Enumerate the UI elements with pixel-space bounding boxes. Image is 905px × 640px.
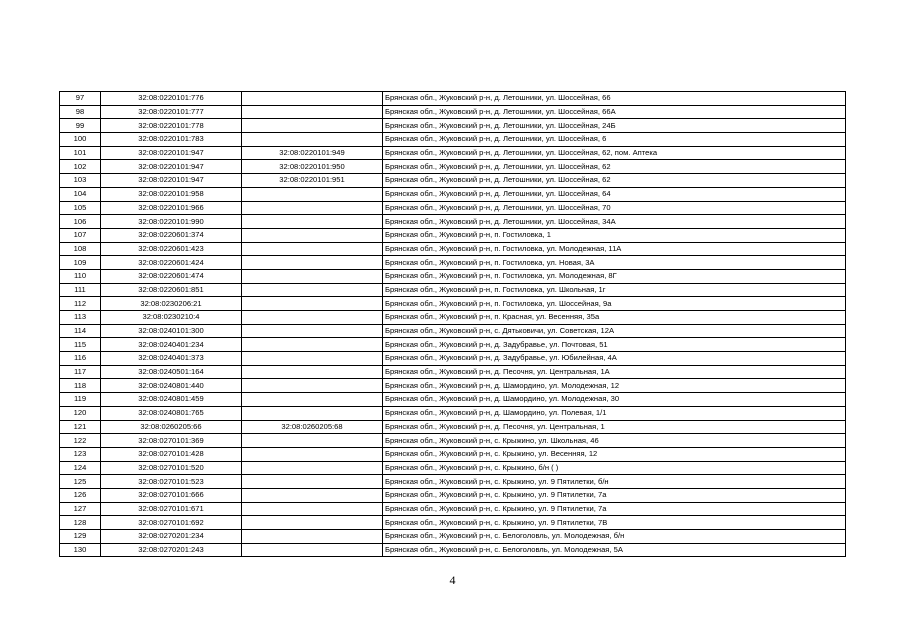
row-number-cell: 119 bbox=[60, 393, 101, 407]
row-number-cell: 115 bbox=[60, 338, 101, 352]
table-row bbox=[60, 475, 846, 489]
related-cadastral-number-cell bbox=[242, 338, 383, 352]
row-number-cell: 129 bbox=[60, 530, 101, 544]
cadastral-number-cell: 32:08:0220101:776 bbox=[101, 92, 242, 106]
row-number-cell: 117 bbox=[60, 365, 101, 379]
row-number-cell: 110 bbox=[60, 269, 101, 283]
row-number-cell: 99 bbox=[60, 119, 101, 133]
address-cell: Брянская обл., Жуковский р-н, д. Шамордино, ул. Молодежная, 30 bbox=[383, 393, 846, 407]
cadastral-number-cell: 32:08:0240801:459 bbox=[101, 393, 242, 407]
table-row bbox=[60, 146, 846, 160]
table-row bbox=[60, 352, 846, 366]
address-cell: Брянская обл., Жуковский р-н, п. Гостиловка, ул. Новая, 3А bbox=[383, 256, 846, 270]
address-cell: Брянская обл., Жуковский р-н, с. Крыжино, ул. 9 Пятилетки, б/н bbox=[383, 475, 846, 489]
related-cadastral-number-cell bbox=[242, 447, 383, 461]
table-row bbox=[60, 297, 846, 311]
related-cadastral-number-cell bbox=[242, 461, 383, 475]
table-row bbox=[60, 324, 846, 338]
address-cell: Брянская обл., Жуковский р-н, д. Задубравье, ул. Юбилейная, 4А bbox=[383, 352, 846, 366]
row-number-cell: 123 bbox=[60, 447, 101, 461]
related-cadastral-number-cell bbox=[242, 201, 383, 215]
row-number-cell: 126 bbox=[60, 488, 101, 502]
row-number-cell: 112 bbox=[60, 297, 101, 311]
cadastral-number-cell: 32:08:0240401:234 bbox=[101, 338, 242, 352]
cadastral-number-cell: 32:08:0270101:523 bbox=[101, 475, 242, 489]
address-cell: Брянская обл., Жуковский р-н, д. Летошники, ул. Шоссейная, 70 bbox=[383, 201, 846, 215]
row-number-cell: 116 bbox=[60, 352, 101, 366]
related-cadastral-number-cell bbox=[242, 502, 383, 516]
cadastral-number-cell: 32:08:0240801:765 bbox=[101, 406, 242, 420]
row-number-cell: 108 bbox=[60, 242, 101, 256]
address-cell: Брянская обл., Жуковский р-н, д. Песочня, ул. Центральная, 1А bbox=[383, 365, 846, 379]
cadastral-number-cell: 32:08:0240101:300 bbox=[101, 324, 242, 338]
address-cell: Брянская обл., Жуковский р-н, с. Крыжино, ул. 9 Пятилетки, 7а bbox=[383, 502, 846, 516]
address-cell: Брянская обл., Жуковский р-н, д. Летошники, ул. Шоссейная, 62 bbox=[383, 160, 846, 174]
address-cell: Брянская обл., Жуковский р-н, д. Шамордино, ул. Молодежная, 12 bbox=[383, 379, 846, 393]
row-number-cell: 127 bbox=[60, 502, 101, 516]
table-row bbox=[60, 379, 846, 393]
cadastral-number-cell: 32:08:0220101:777 bbox=[101, 105, 242, 119]
related-cadastral-number-cell bbox=[242, 516, 383, 530]
row-number-cell: 120 bbox=[60, 406, 101, 420]
address-cell: Брянская обл., Жуковский р-н, с. Дятьковичи, ул. Советская, 12А bbox=[383, 324, 846, 338]
row-number-cell: 109 bbox=[60, 256, 101, 270]
related-cadastral-number-cell bbox=[242, 133, 383, 147]
row-number-cell: 121 bbox=[60, 420, 101, 434]
cadastral-number-cell: 32:08:0220101:966 bbox=[101, 201, 242, 215]
cadastral-number-cell: 32:08:0240401:373 bbox=[101, 352, 242, 366]
cadastral-number-cell: 32:08:0220101:947 bbox=[101, 160, 242, 174]
address-cell: Брянская обл., Жуковский р-н, с. Крыжино, ул. 9 Пятилетки, 7а bbox=[383, 488, 846, 502]
table-row bbox=[60, 502, 846, 516]
address-cell: Брянская обл., Жуковский р-н, с. Крыжино, б/н ( ) bbox=[383, 461, 846, 475]
table-row bbox=[60, 215, 846, 229]
related-cadastral-number-cell: 32:08:0220101:949 bbox=[242, 146, 383, 160]
row-number-cell: 107 bbox=[60, 228, 101, 242]
row-number-cell: 122 bbox=[60, 434, 101, 448]
related-cadastral-number-cell bbox=[242, 283, 383, 297]
table-row bbox=[60, 174, 846, 188]
address-cell: Брянская обл., Жуковский р-н, п. Гостиловка, ул. Молодежная, 8Г bbox=[383, 269, 846, 283]
cadastral-number-cell: 32:08:0220601:851 bbox=[101, 283, 242, 297]
cadastral-number-cell: 32:08:0270101:428 bbox=[101, 447, 242, 461]
related-cadastral-number-cell bbox=[242, 242, 383, 256]
cadastral-number-cell: 32:08:0220101:947 bbox=[101, 174, 242, 188]
row-number-cell: 113 bbox=[60, 311, 101, 325]
cadastral-number-cell: 32:08:0220601:423 bbox=[101, 242, 242, 256]
table-row bbox=[60, 516, 846, 530]
address-cell: Брянская обл., Жуковский р-н, д. Летошники, ул. Шоссейная, 66 bbox=[383, 92, 846, 106]
address-cell: Брянская обл., Жуковский р-н, п. Гостиловка, 1 bbox=[383, 228, 846, 242]
row-number-cell: 106 bbox=[60, 215, 101, 229]
table-row bbox=[60, 283, 846, 297]
cadastral-number-cell: 32:08:0270101:666 bbox=[101, 488, 242, 502]
row-number-cell: 101 bbox=[60, 146, 101, 160]
cadastral-number-cell: 32:08:0260205:66 bbox=[101, 420, 242, 434]
table-row bbox=[60, 160, 846, 174]
related-cadastral-number-cell bbox=[242, 530, 383, 544]
address-cell: Брянская обл., Жуковский р-н, с. Белоголовль, ул. Молодежная, 5А bbox=[383, 543, 846, 557]
cadastral-number-cell: 32:08:0270101:671 bbox=[101, 502, 242, 516]
related-cadastral-number-cell bbox=[242, 406, 383, 420]
related-cadastral-number-cell bbox=[242, 352, 383, 366]
related-cadastral-number-cell bbox=[242, 269, 383, 283]
address-cell: Брянская обл., Жуковский р-н, д. Песочня, ул. Центральная, 1 bbox=[383, 420, 846, 434]
table-row bbox=[60, 447, 846, 461]
row-number-cell: 111 bbox=[60, 283, 101, 297]
address-cell: Брянская обл., Жуковский р-н, д. Летошники, ул. Шоссейная, 6 bbox=[383, 133, 846, 147]
table-row bbox=[60, 92, 846, 106]
row-number-cell: 105 bbox=[60, 201, 101, 215]
property-table-body bbox=[60, 92, 846, 557]
row-number-cell: 128 bbox=[60, 516, 101, 530]
table-row bbox=[60, 119, 846, 133]
cadastral-number-cell: 32:08:0270101:692 bbox=[101, 516, 242, 530]
table-row bbox=[60, 228, 846, 242]
table-row bbox=[60, 133, 846, 147]
cadastral-number-cell: 32:08:0230210:4 bbox=[101, 311, 242, 325]
related-cadastral-number-cell bbox=[242, 393, 383, 407]
table-row bbox=[60, 338, 846, 352]
table-row bbox=[60, 434, 846, 448]
related-cadastral-number-cell: 32:08:0220101:950 bbox=[242, 160, 383, 174]
cadastral-number-cell: 32:08:0220101:783 bbox=[101, 133, 242, 147]
cadastral-number-cell: 32:08:0220601:374 bbox=[101, 228, 242, 242]
related-cadastral-number-cell: 32:08:0260205:68 bbox=[242, 420, 383, 434]
row-number-cell: 100 bbox=[60, 133, 101, 147]
address-cell: Брянская обл., Жуковский р-н, п. Гостиловка, ул. Школьная, 1г bbox=[383, 283, 846, 297]
table-row bbox=[60, 187, 846, 201]
table-row bbox=[60, 256, 846, 270]
row-number-cell: 125 bbox=[60, 475, 101, 489]
row-number-cell: 102 bbox=[60, 160, 101, 174]
table-row bbox=[60, 105, 846, 119]
related-cadastral-number-cell bbox=[242, 311, 383, 325]
cadastral-number-cell: 32:08:0270101:369 bbox=[101, 434, 242, 448]
related-cadastral-number-cell bbox=[242, 228, 383, 242]
related-cadastral-number-cell bbox=[242, 187, 383, 201]
address-cell: Брянская обл., Жуковский р-н, п. Красная, ул. Весенняя, 35а bbox=[383, 311, 846, 325]
table-row bbox=[60, 201, 846, 215]
property-table bbox=[59, 91, 846, 557]
address-cell: Брянская обл., Жуковский р-н, с. Крыжино, ул. Весенняя, 12 bbox=[383, 447, 846, 461]
cadastral-number-cell: 32:08:0270201:243 bbox=[101, 543, 242, 557]
cadastral-number-cell: 32:08:0220101:958 bbox=[101, 187, 242, 201]
table-row bbox=[60, 420, 846, 434]
table-row bbox=[60, 543, 846, 557]
related-cadastral-number-cell bbox=[242, 488, 383, 502]
row-number-cell: 130 bbox=[60, 543, 101, 557]
cadastral-number-cell: 32:08:0220101:947 bbox=[101, 146, 242, 160]
related-cadastral-number-cell bbox=[242, 297, 383, 311]
address-cell: Брянская обл., Жуковский р-н, с. Крыжино, ул. Школьная, 46 bbox=[383, 434, 846, 448]
table-row bbox=[60, 311, 846, 325]
related-cadastral-number-cell bbox=[242, 324, 383, 338]
row-number-cell: 118 bbox=[60, 379, 101, 393]
related-cadastral-number-cell bbox=[242, 119, 383, 133]
address-cell: Брянская обл., Жуковский р-н, д. Летошники, ул. Шоссейная, 24Б bbox=[383, 119, 846, 133]
related-cadastral-number-cell bbox=[242, 215, 383, 229]
row-number-cell: 104 bbox=[60, 187, 101, 201]
row-number-cell: 97 bbox=[60, 92, 101, 106]
address-cell: Брянская обл., Жуковский р-н, д. Летошники, ул. Шоссейная, 64 bbox=[383, 187, 846, 201]
address-cell: Брянская обл., Жуковский р-н, д. Летошники, ул. Шоссейная, 66А bbox=[383, 105, 846, 119]
cadastral-number-cell: 32:08:0240501:164 bbox=[101, 365, 242, 379]
related-cadastral-number-cell bbox=[242, 105, 383, 119]
row-number-cell: 124 bbox=[60, 461, 101, 475]
cadastral-number-cell: 32:08:0220101:778 bbox=[101, 119, 242, 133]
cadastral-number-cell: 32:08:0220601:474 bbox=[101, 269, 242, 283]
address-cell: Брянская обл., Жуковский р-н, д. Летошники, ул. Шоссейная, 34А bbox=[383, 215, 846, 229]
address-cell: Брянская обл., Жуковский р-н, с. Белоголовль, ул. Молодежная, б/н bbox=[383, 530, 846, 544]
table-row bbox=[60, 269, 846, 283]
table-row bbox=[60, 488, 846, 502]
cadastral-number-cell: 32:08:0270201:234 bbox=[101, 530, 242, 544]
row-number-cell: 114 bbox=[60, 324, 101, 338]
related-cadastral-number-cell: 32:08:0220101:951 bbox=[242, 174, 383, 188]
table-row bbox=[60, 393, 846, 407]
table-row bbox=[60, 530, 846, 544]
related-cadastral-number-cell bbox=[242, 365, 383, 379]
table-row bbox=[60, 406, 846, 420]
related-cadastral-number-cell bbox=[242, 475, 383, 489]
row-number-cell: 103 bbox=[60, 174, 101, 188]
table-row bbox=[60, 242, 846, 256]
cadastral-number-cell: 32:08:0270101:520 bbox=[101, 461, 242, 475]
address-cell: Брянская обл., Жуковский р-н, с. Крыжино, ул. 9 Пятилетки, 7В bbox=[383, 516, 846, 530]
table-row bbox=[60, 461, 846, 475]
table-row bbox=[60, 365, 846, 379]
address-cell: Брянская обл., Жуковский р-н, д. Задубравье, ул. Почтовая, 51 bbox=[383, 338, 846, 352]
related-cadastral-number-cell bbox=[242, 543, 383, 557]
cadastral-number-cell: 32:08:0220601:424 bbox=[101, 256, 242, 270]
address-cell: Брянская обл., Жуковский р-н, д. Шамордино, ул. Полевая, 1/1 bbox=[383, 406, 846, 420]
row-number-cell: 98 bbox=[60, 105, 101, 119]
address-cell: Брянская обл., Жуковский р-н, п. Гостиловка, ул. Шоссейная, 9а bbox=[383, 297, 846, 311]
related-cadastral-number-cell bbox=[242, 256, 383, 270]
cadastral-number-cell: 32:08:0230206:21 bbox=[101, 297, 242, 311]
related-cadastral-number-cell bbox=[242, 92, 383, 106]
address-cell: Брянская обл., Жуковский р-н, д. Летошники, ул. Шоссейная, 62, пом. Аптека bbox=[383, 146, 846, 160]
related-cadastral-number-cell bbox=[242, 434, 383, 448]
related-cadastral-number-cell bbox=[242, 379, 383, 393]
cadastral-number-cell: 32:08:0220101:990 bbox=[101, 215, 242, 229]
page-number: 4 bbox=[449, 573, 456, 587]
cadastral-number-cell: 32:08:0240801:440 bbox=[101, 379, 242, 393]
address-cell: Брянская обл., Жуковский р-н, п. Гостиловка, ул. Молодежная, 11А bbox=[383, 242, 846, 256]
address-cell: Брянская обл., Жуковский р-н, д. Летошники, ул. Шоссейная, 62 bbox=[383, 174, 846, 188]
